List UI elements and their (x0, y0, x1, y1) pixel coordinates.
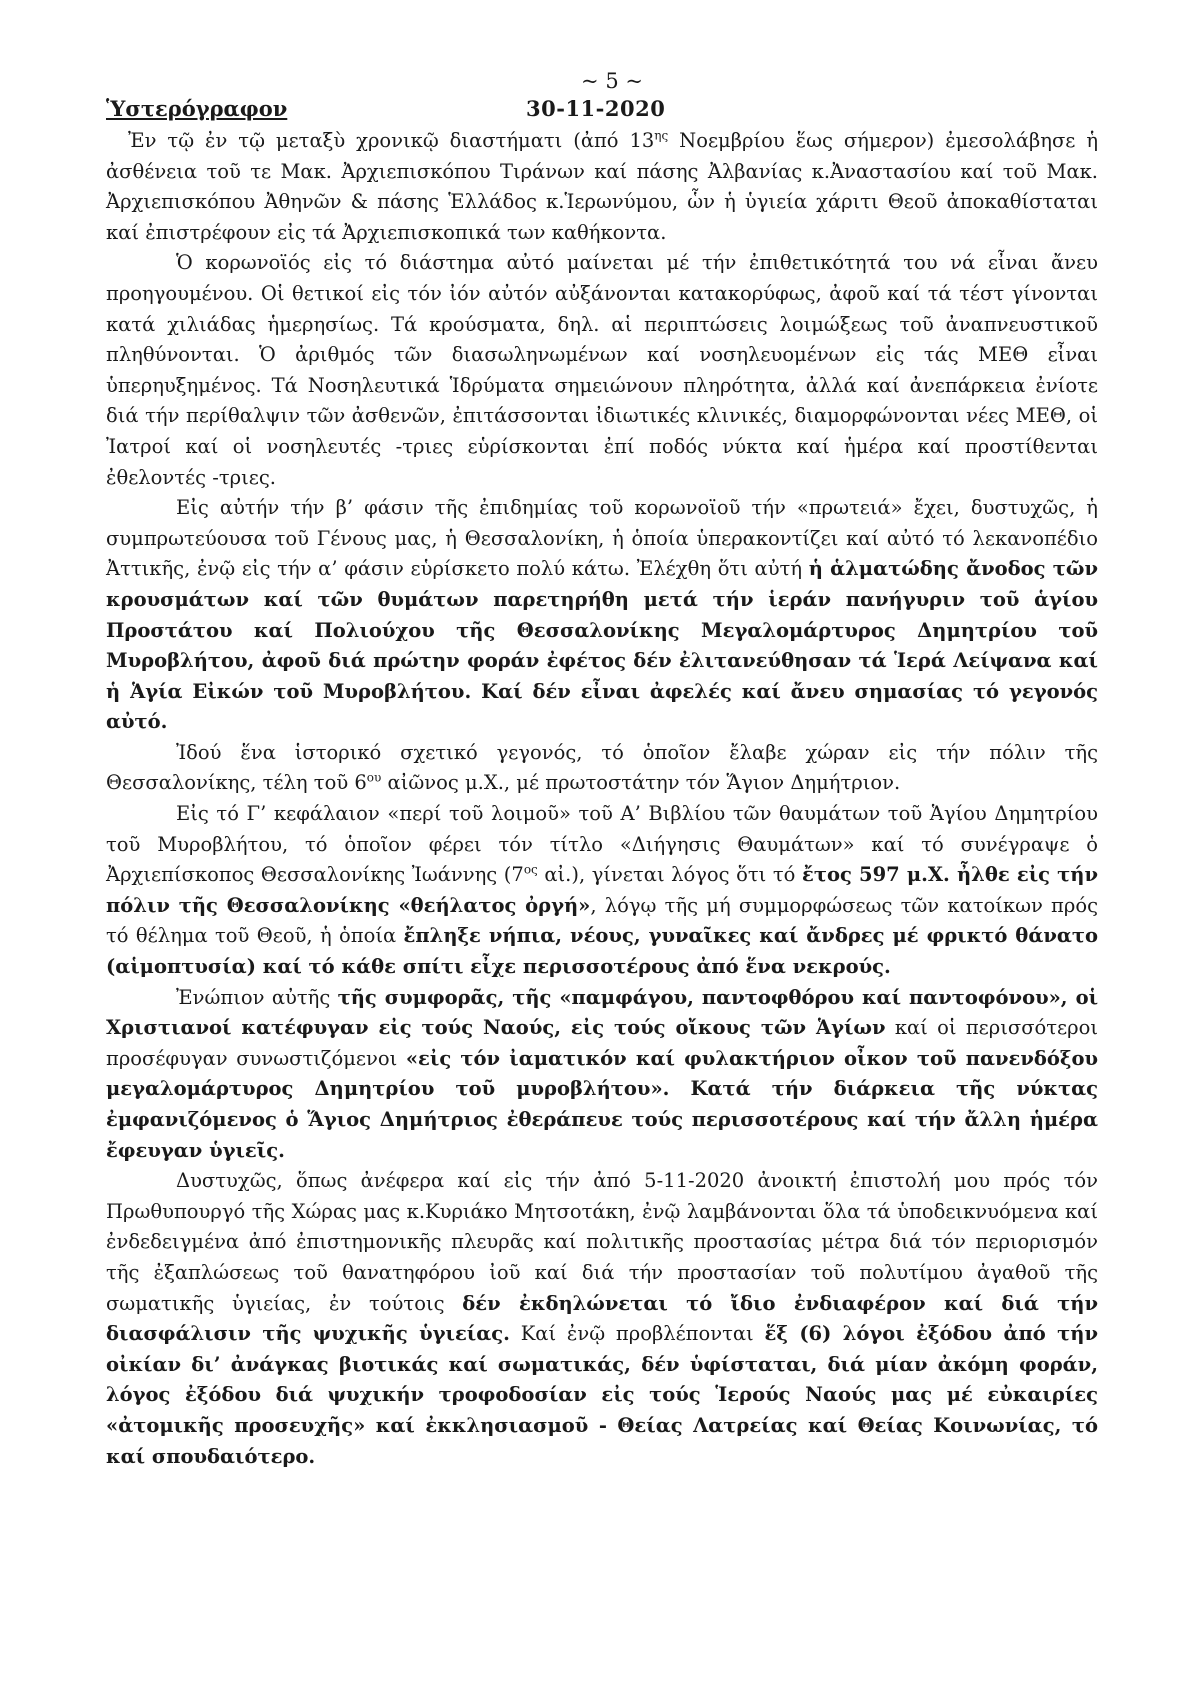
paragraph-open-letter (106, 1166, 1098, 1472)
text-run: Καί ἐνῷ προβλέπονται (509, 1322, 765, 1346)
text-run: Δυστυχῶς, ὅπως ἀνέφερα καί εἰς τήν ἀπό 5-11-2020 ἀνοικτή ἐπιστολή μου πρός τόν Πρωθυπουργό τῆς Χώρας μας κ.Κυριάκο Μητσοτάκη, ἐνῷ λαμβάνονται ὅλα τά ὑποδεικνυόμενα καί ἐνδεδειγμένα ἀπό ἐπιστημονικῆς πλευρᾶς καί πολιτικῆς προστασίας μέτρα διά τόν περιορισμόν τῆς ἐξαπλώσεως τοῦ θανατηφόρου ἰοῦ καί διά τήν προστασίαν τοῦ πολυτίμου ἀγαθοῦ τῆς σωματικῆς ὑγιείας, ἐν τούτοις (106, 1169, 1098, 1315)
bold-run: ἔτος 597 μ.Χ. ἦλθε εἰς τήν πόλιν τῆς Θεσσαλονίκης «θεήλατος ὀργή» (106, 863, 1099, 917)
text-run: αἰ.), γίνεται λόγος ὅτι τό (537, 863, 802, 887)
postscript-header (106, 94, 1098, 126)
bold-run: «εἰς τόν ἰαματικόν καί φυλακτήριον οἶκον τοῦ πανενδόξου μεγαλομάρτυρος Δημητρίου τοῦ μυροβλήτου». Κατά τήν διάρκεια τῆς νύκτας ἐμφανιζόμενος ὁ Ἅγιος Δημήτριος ἐθεράπευε τούς περισσοτέρους καί τήν ἄλλη ἡμέρα ἔφευγαν ὑγιεῖς. (106, 1046, 1098, 1162)
postscript-title: Ὑστερόγραφον (106, 96, 288, 121)
bold-run: τῆς συμφορᾶς, τῆς «παμφάγου, παντοφθόρου καί παντοφόνου», οἱ Χριστιανοί κατέφυγαν εἰς τούς Ναούς, εἰς τούς οἴκους τῶν Ἁγίων (106, 985, 1099, 1040)
superscript: ης (654, 128, 669, 143)
document-page (106, 68, 1098, 1472)
paragraph-historic-event (106, 738, 1098, 799)
text-run: Ἰδού ἕνα ἱστορικό σχετικό γεγονός, τό ὁποῖον ἔλαβε χώραν εἰς τήν πόλιν τῆς Θεσσαλονίκης, τέλη τοῦ 6 (106, 740, 1098, 795)
text-run: , λόγῳ τῆς μή συμμορφώσεως τῶν κατοίκων πρός τό θέλημα τοῦ Θεοῦ, ἡ ὁποία (106, 893, 1098, 948)
bold-run: ἕξ (6) λόγοι ἐξόδου ἀπό τήν οἰκίαν δι’ ἀνάγκας βιοτικάς καί σωματικάς, δέν ὑφίσταται, διά μίαν ἀκόμη φοράν, λόγος ἐξόδου διά ψυχικήν τροφοδοσίαν εἰς τούς Ἱερούς Ναούς μας μέ εὐκαιρίες «ἀτομικῆς προσευχῆς» καί ἐκκλησιασμοῦ - Θείας Λατρείας καί Θείας Κοινωνίας, τό καί σπουδαιότερο. (106, 1322, 1098, 1468)
superscript: ος (523, 862, 538, 877)
postscript-date: 30-11-2020 (526, 96, 666, 121)
text-run: Νοεμβρίου ἕως σήμερον) ἐμεσολάβησε ἡ ἀσθένεια τοῦ τε Μακ. Ἀρχιεπισκόπου Τιράνων καί πάσης Ἀλβανίας κ.Ἀναστασίου καί τοῦ Μακ. Ἀρχιεπισκόπου Ἀθηνῶν & πάσης Ἑλλάδος κ.Ἱερωνύμου, ὧν ἡ ὑγιεία χάριτι Θεοῦ ἀποκαθίσταται καί ἐπιστρέφουν εἰς τά Ἀρχιεπισκοπικά των καθήκοντα. (106, 129, 1098, 244)
paragraph-refuge (106, 983, 1098, 1167)
bold-run: δέν ἐκδηλώνεται τό ἴδιο ἐνδιαφέρον καί διά τήν διασφάλισιν τῆς ψυχικῆς ὑγιείας. (106, 1291, 1098, 1346)
paragraph-thessaloniki (106, 493, 1098, 738)
text-run: καί οἱ περισσότεροι προσέφυγαν συνωστιζόμενοι (106, 1016, 1098, 1070)
bold-run: ἔπληξε νήπια, νέους, γυναῖκες καί ἄνδρες μέ φρικτό θάνατο (αἱμοπτυσία) καί τό κάθε σπίτι εἶχε περισσοτέρους ἀπό ἕνα νεκρούς. (106, 924, 1098, 979)
text-run: Εἰς αὐτήν τήν β’ φάσιν τῆς ἐπιδημίας τοῦ κορωνοϊοῦ τήν «πρωτειά» ἔχει, δυστυχῶς, ἡ συμπρωτεύουσα τοῦ Γένους μας, ἡ Θεσσαλονίκη, ἡ ὁποία ὑπερακοντίζει καί αὐτό τό λεκανοπέδιο Ἀττικῆς, ἐνῷ εἰς τήν α’ φάσιν εὑρίσκετο πολύ κάτω. Ἐλέχθη ὅτι αὐτή (106, 496, 1098, 581)
superscript: ου (366, 770, 382, 785)
text-run: Ἐνώπιον αὐτῆς (176, 985, 338, 1009)
text-run: Ἐν τῷ ἐν τῷ μεταξὺ χρονικῷ διαστήματι (ἀπό 13 (128, 129, 655, 152)
text-run: Εἰς τό Γ’ κεφάλαιον «περί τοῦ λοιμοῦ» τοῦ Α’ Βιβλίου τῶν θαυμάτων τοῦ Ἁγίου Δημητρίου τοῦ Μυροβλήτου, τό ὁποῖον φέρει τόν τίτλο «Διήγησις Θαυμάτων» καί τό συνέγραψε ὁ Ἀρχιεπίσκοπος Θεσσαλονίκης Ἰωάννης (7 (106, 802, 1098, 887)
paragraph-coronavirus: Ὁ κορωνοϊός εἰς τό διάστημα αὐτό μαίνεται μέ τήν ἐπιθετικότητά του νά εἶναι ἄνευ προηγουμένου. Οἱ θετικοί εἰς τόν ἰόν αὐτόν αὐξάνονται κατακορύφως, ἀφοῦ καί τά τέστ γίνονται κατά χιλιάδας ἡμερησίως. Τά κρούσματα, δηλ. αἱ περιπτώσεις λοιμώξεως τοῦ ἀναπνευστικοῦ πληθύνονται. Ὁ ἀριθμός τῶν διασωληνωμένων καί νοσηλευομένων εἰς τάς ΜΕΘ εἶναι ὑπερηυξημένος. Τά Νοσηλευτικά Ἱδρύματα σημειώνουν πληρότητα, ἀλλά καί ἀνεπάρκεια ἐνίοτε διά τήν περίθαλψιν τῶν ἀσθενῶν, ἐπιτάσσονται ἰδιωτικές κλινικές, διαμορφώνονται νέες ΜΕΘ, οἱ Ἰατροί καί οἱ νοσηλευτές -τριες εὑρίσκονται ἐπί ποδός νύκτα καί ἡμέρα καί προστίθενται ἐθελοντές -τριες. (106, 251, 1098, 489)
bold-run: ἡ ἁλματώδης ἄνοδος τῶν κρουσμάτων καί τῶν θυμάτων παρετηρήθη μετά τήν ἱεράν πανήγυριν τοῦ ἁγίου Προστάτου καί Πολιούχου τῆς Θεσσαλονίκης Μεγαλομάρτυρος Δημητρίου τοῦ Μυροβλήτου, ἀφοῦ διά πρώτην φοράν ἐφέτος δέν ἐλιτανεύθησαν τά Ἱερά Λείψανα καί ἡ Ἁγία Εἰκών τοῦ Μυροβλήτου. Καί δέν εἶναι ἀφελές καί ἄνευ σημασίας τό γεγονός αὐτό. (106, 557, 1098, 734)
paragraph-plague (106, 799, 1098, 983)
page-number: ~ 5 ~ (581, 69, 643, 93)
text-run: αἰῶνος μ.Χ., μέ πρωτοστάτην τόν Ἅγιον Δημήτριον. (381, 771, 901, 795)
paragraph-illness (106, 126, 1098, 248)
